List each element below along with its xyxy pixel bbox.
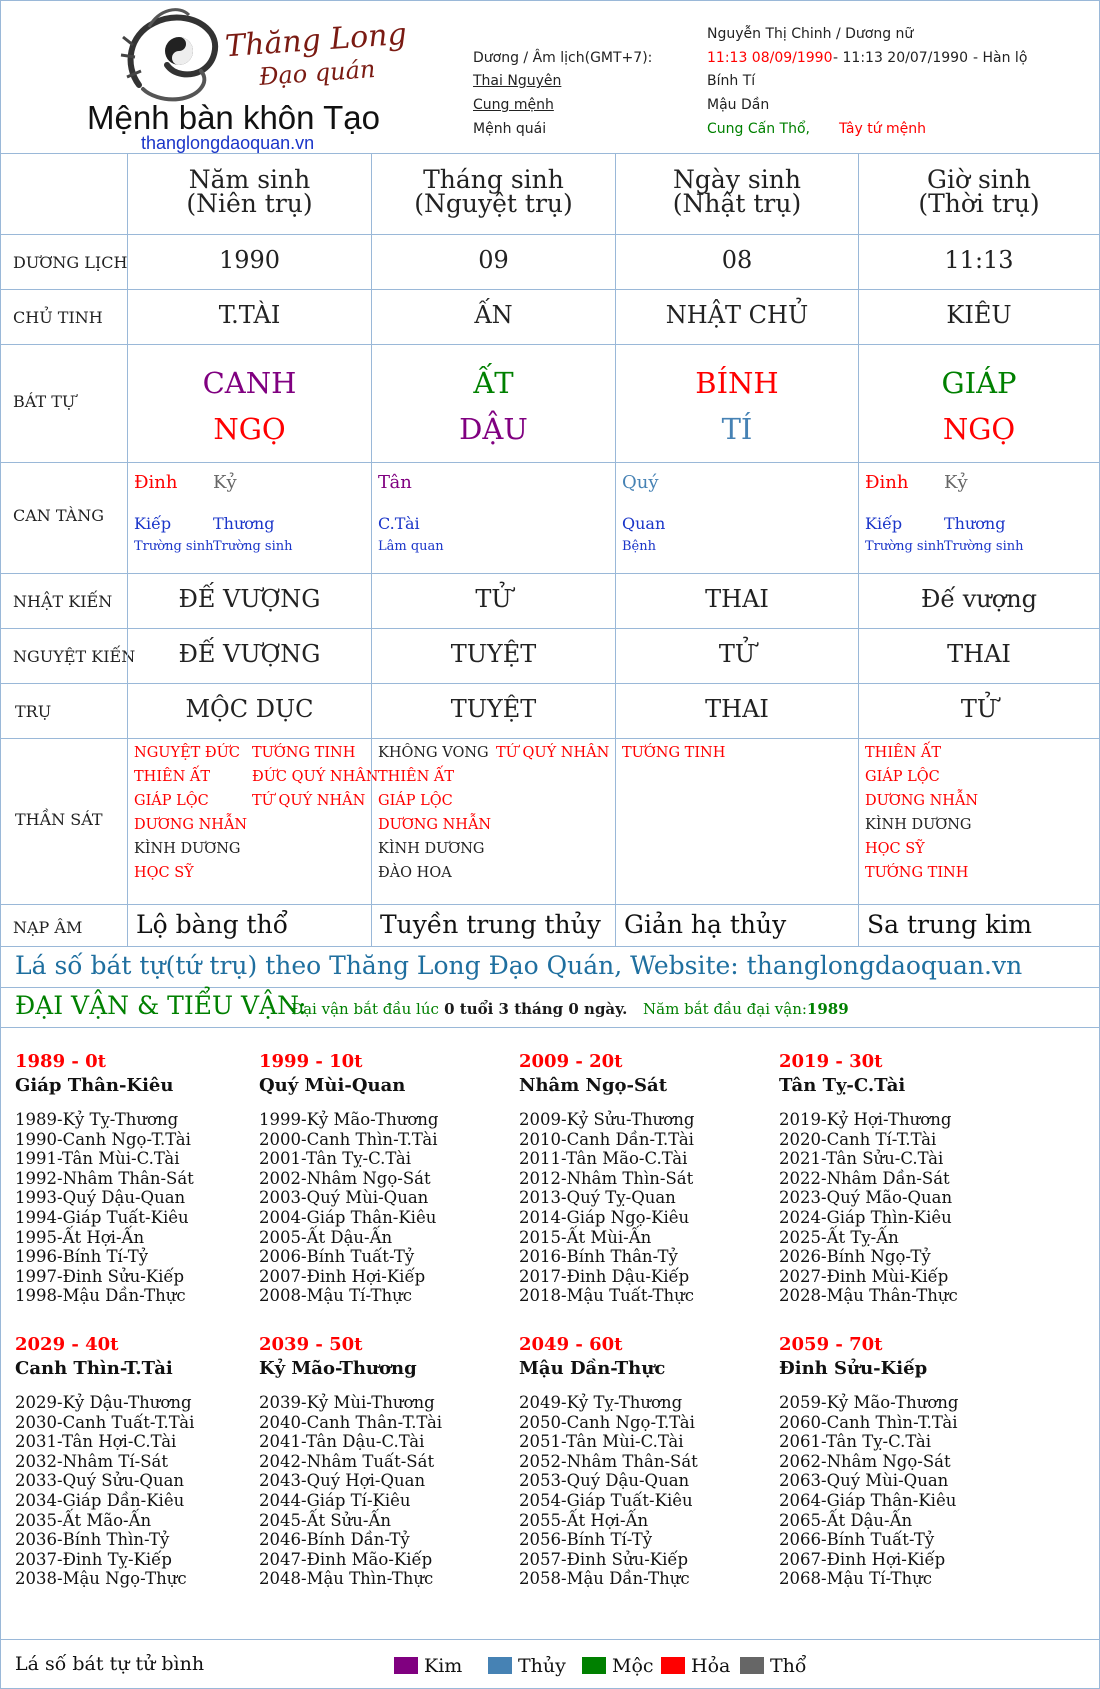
- col-header-day: [615, 154, 858, 234]
- year-item: 2047-Đinh Mão-Kiếp: [259, 1549, 433, 1569]
- year-item: 2042-Nhâm Tuất-Sát: [259, 1451, 435, 1471]
- bat-tu-month: [371, 344, 615, 462]
- star-label: KÌNH DƯƠNG: [378, 841, 485, 857]
- earthly-branch: TÍ: [721, 412, 753, 446]
- star-label: KHÔNG VONG: [378, 745, 489, 761]
- year-item: 2032-Nhâm Tí-Sát: [15, 1451, 168, 1471]
- cell-value: ĐẾ VƯỢNG: [127, 573, 371, 628]
- place-value: Bính Tí: [707, 73, 756, 89]
- year-item: 2037-Đinh Tỵ-Kiếp: [15, 1549, 172, 1569]
- period-pillar: Nhâm Ngọ-Sát: [519, 1075, 668, 1096]
- heavenly-stem: GIÁP: [941, 366, 1017, 400]
- year-item: 2018-Mậu Tuất-Thực: [519, 1286, 695, 1306]
- heavenly-stem: ẤT: [473, 366, 514, 400]
- ten-god: Kiếp: [134, 514, 172, 533]
- period-pillar: Kỷ Mão-Thương: [259, 1358, 417, 1379]
- year-item: 2056-Bính Tí-Tỷ: [519, 1530, 653, 1550]
- year-item: 2011-Tân Mão-C.Tài: [519, 1149, 688, 1169]
- legend-item-kim: [394, 1655, 462, 1677]
- life-phase: Trường sinh: [134, 539, 214, 554]
- ten-god: Quan: [622, 514, 666, 533]
- than-sat-year: [127, 738, 379, 904]
- legend-label: Mộc: [612, 1655, 654, 1677]
- year-item: 2029-Kỷ Dậu-Thương: [15, 1393, 192, 1412]
- year-item: 2053-Quý Dậu-Quan: [519, 1471, 690, 1491]
- year-item: 2004-Giáp Thân-Kiêu: [259, 1207, 437, 1227]
- can-tang-hour: [858, 462, 1099, 573]
- year-item: 2061-Tân Tỵ-C.Tài: [779, 1432, 932, 1452]
- year-item: 1995-Ất Hợi-Ấn: [15, 1227, 145, 1247]
- year-item: 2019-Kỷ Hợi-Thương: [779, 1110, 952, 1129]
- hidden-stem: Quý: [622, 472, 659, 493]
- row-nguyet-kien: [1, 628, 1099, 684]
- than-sat-month: [371, 738, 615, 904]
- legend-item-tho: [740, 1655, 807, 1677]
- year-item: 2038-Mậu Ngọ-Thực: [15, 1569, 187, 1589]
- year-item: 2040-Canh Thân-T.Tài: [259, 1412, 443, 1432]
- cell-value: 09: [371, 234, 615, 289]
- star-label: DƯƠNG NHẪN: [378, 817, 492, 833]
- period-pillar: Đinh Sửu-Kiếp: [779, 1358, 928, 1379]
- page-title: Mệnh bàn khôn Tạo: [87, 99, 380, 136]
- cell-value: Đế vượng: [858, 573, 1099, 628]
- star-label: GIÁP LỘC: [865, 769, 940, 785]
- ten-god: C.Tài: [378, 514, 420, 533]
- star-label: GIÁP LỘC: [378, 793, 453, 809]
- year-item: 2051-Tân Mùi-C.Tài: [519, 1432, 684, 1452]
- legend-item-hoa: [661, 1655, 730, 1677]
- cell-value: TUYỆT: [371, 683, 615, 738]
- hidden-stem: Tân: [378, 472, 412, 493]
- row-than-sat: [1, 738, 1099, 905]
- dai-van-title: ĐẠI VẬN & TIỂU VẬN:: [15, 991, 307, 1020]
- legend: [1, 1639, 1099, 1689]
- cell-value: 11:13: [858, 234, 1099, 289]
- col-header-hour: [858, 154, 1099, 234]
- cell-value: THAI: [615, 573, 858, 628]
- can-tang-year: [127, 462, 371, 573]
- row-chu-tinh: [1, 289, 1099, 345]
- period-pillar: Quý Mùi-Quan: [259, 1075, 406, 1096]
- year-item: 2045-Ất Sửu-Ấn: [259, 1510, 392, 1530]
- color-swatch: [582, 1657, 606, 1674]
- year-item: 2016-Bính Thân-Tỷ: [519, 1247, 678, 1267]
- cell-value: TỬ: [371, 573, 615, 628]
- period-pillar: Tân Tỵ-C.Tài: [779, 1075, 906, 1096]
- cell-value: 1990: [127, 234, 371, 289]
- col-title: Giờ sinh: [927, 165, 1031, 194]
- hidden-stem: Đinh: [865, 472, 909, 493]
- hidden-stem: Kỷ: [944, 472, 968, 493]
- star-label: KÌNH DƯƠNG: [134, 841, 241, 857]
- col-title: Tháng sinh: [423, 165, 564, 194]
- year-item: 2044-Giáp Tí-Kiêu: [259, 1490, 411, 1510]
- row-can-tang: [1, 462, 1099, 574]
- year-item: 2005-Ất Dậu-Ấn: [259, 1227, 393, 1247]
- row-bat-tu: [1, 344, 1099, 463]
- period-pillar: Giáp Thân-Kiêu: [15, 1075, 174, 1096]
- year-item: 2002-Nhâm Ngọ-Sát: [259, 1168, 431, 1188]
- cung-menh-value: Mậu Dần: [707, 97, 770, 113]
- year-item: 2054-Giáp Tuất-Kiêu: [519, 1490, 693, 1510]
- row-label: CHỦ TINH: [13, 308, 103, 327]
- year-item: 2048-Mậu Thìn-Thực: [259, 1569, 434, 1589]
- website-link[interactable]: thanglongdaoquan.vn: [141, 133, 315, 153]
- cell-value: TỬ: [858, 683, 1099, 738]
- life-phase: Trường sinh: [944, 539, 1024, 554]
- year-item: 2063-Quý Mùi-Quan: [779, 1471, 949, 1491]
- year-item: 2068-Mậu Tí-Thực: [779, 1569, 932, 1589]
- dai-van-period: [519, 1051, 694, 1306]
- cell-value: MỘC DỤC: [127, 683, 371, 738]
- period-years: [779, 1393, 959, 1589]
- nap-am-value: Tuyền trung thủy: [380, 910, 601, 939]
- period-pillar: Mậu Dần-Thực: [519, 1358, 666, 1379]
- dragon-logo-icon: [119, 5, 229, 105]
- period-age: 2059 - 70t: [779, 1334, 883, 1355]
- year-item: 2006-Bính Tuất-Tỷ: [259, 1247, 415, 1267]
- col-header-year: [127, 154, 371, 234]
- year-item: 2050-Canh Ngọ-T.Tài: [519, 1412, 695, 1432]
- year-item: 2030-Canh Tuất-T.Tài: [15, 1412, 195, 1432]
- can-tang-day: [615, 462, 858, 573]
- col-subtitle: (Nguyệt trụ): [414, 189, 573, 218]
- row-label: TRỤ: [15, 702, 52, 721]
- nap-am-value: Sa trung kim: [867, 910, 1032, 939]
- dai-van-info-year-label: Năm bắt đầu đại vận:: [643, 1000, 807, 1018]
- year-item: 1989-Kỷ Tỵ-Thương: [15, 1110, 179, 1129]
- col-subtitle: (Niên trụ): [186, 189, 313, 218]
- row-nhat-kien: [1, 573, 1099, 629]
- col-title: Năm sinh: [188, 165, 311, 194]
- year-item: 1997-Đinh Sửu-Kiếp: [15, 1266, 185, 1286]
- legend-item-thuy: [488, 1655, 566, 1677]
- period-age: 2049 - 60t: [519, 1334, 623, 1355]
- year-item: 2041-Tân Dậu-C.Tài: [259, 1432, 425, 1452]
- legend-title: Lá số bát tự tử bình: [15, 1653, 205, 1675]
- earthly-branch: NGỌ: [213, 412, 286, 446]
- life-phase: Bệnh: [622, 539, 656, 554]
- star-label: DƯƠNG NHẪN: [134, 817, 248, 833]
- dai-van-period: [259, 1334, 442, 1589]
- col-title: Ngày sinh: [673, 165, 801, 194]
- year-item: 1990-Canh Ngọ-T.Tài: [15, 1129, 191, 1149]
- year-item: 2060-Canh Thìn-T.Tài: [779, 1412, 958, 1432]
- col-subtitle: (Thời trụ): [918, 189, 1040, 218]
- star-label: GIÁP LỘC: [134, 793, 209, 809]
- color-swatch: [740, 1657, 764, 1674]
- color-swatch: [661, 1657, 685, 1674]
- color-swatch: [394, 1657, 418, 1674]
- period-years: [259, 1110, 439, 1306]
- col-header-month: [371, 154, 615, 234]
- year-item: 1999-Kỷ Mão-Thương: [259, 1110, 439, 1129]
- star-label: TƯỚNG TINH: [252, 745, 356, 761]
- column-header-row: [1, 154, 1099, 235]
- dai-van-info-prefix: Đại vận bắt đầu lúc: [291, 1000, 439, 1018]
- dai-van-header: [1, 987, 1099, 1028]
- legend-label: Thủy: [518, 1655, 566, 1677]
- ten-god: Kiếp: [865, 514, 903, 533]
- ten-god: Thương: [213, 514, 275, 533]
- year-item: 2008-Mậu Tí-Thực: [259, 1286, 412, 1306]
- nap-am-day: [615, 904, 858, 946]
- row-nap-am: [1, 904, 1099, 947]
- year-item: 2012-Nhâm Thìn-Sát: [519, 1168, 694, 1188]
- star-label: ĐỨC QUÝ NHÂN: [252, 769, 379, 785]
- calendar-label: Dương / Âm lịch(GMT+7):: [473, 50, 653, 66]
- star-label: KÌNH DƯƠNG: [865, 817, 972, 833]
- year-item: 2057-Đinh Sửu-Kiếp: [519, 1549, 689, 1569]
- hanlo-term: - Hàn lộ: [973, 50, 1028, 66]
- star-label: THIÊN ẤT: [865, 745, 942, 761]
- dai-van-period: [519, 1334, 698, 1589]
- year-item: 2033-Quý Sửu-Quan: [15, 1471, 185, 1491]
- year-item: 2062-Nhâm Ngọ-Sát: [779, 1451, 951, 1471]
- cung-menh-label: Cung mệnh: [473, 97, 554, 113]
- period-years: [259, 1393, 442, 1589]
- year-item: 2023-Quý Mão-Quan: [779, 1188, 953, 1208]
- nap-am-month: [371, 904, 615, 946]
- year-item: 2027-Đinh Mùi-Kiếp: [779, 1266, 949, 1286]
- lunar-date: - 11:13 20/07/1990: [833, 50, 968, 66]
- row-label: NGUYỆT KIẾN: [13, 647, 136, 666]
- star-label: DƯƠNG NHẪN: [865, 793, 979, 809]
- period-age: 2029 - 40t: [15, 1334, 119, 1355]
- year-item: 2022-Nhâm Dần-Sát: [779, 1168, 950, 1188]
- earthly-branch: DẬU: [459, 412, 528, 446]
- dai-van-period: [15, 1334, 194, 1589]
- dai-van-info-age: 0 tuổi 3 tháng 0 ngày.: [444, 1000, 628, 1018]
- year-item: 2017-Đinh Dậu-Kiếp: [519, 1266, 690, 1286]
- year-item: 2067-Đinh Hợi-Kiếp: [779, 1549, 946, 1569]
- year-item: 1994-Giáp Tuất-Kiêu: [15, 1207, 189, 1227]
- year-item: 2007-Đinh Hợi-Kiếp: [259, 1266, 426, 1286]
- year-item: 2001-Tân Tỵ-C.Tài: [259, 1149, 412, 1169]
- period-age: 2009 - 20t: [519, 1051, 623, 1072]
- period-years: [519, 1110, 694, 1306]
- legend-label: Thổ: [770, 1655, 807, 1677]
- year-item: 1993-Quý Dậu-Quan: [15, 1188, 186, 1208]
- year-item: 2034-Giáp Dần-Kiêu: [15, 1490, 185, 1510]
- life-phase: Trường sinh: [865, 539, 945, 554]
- star-label: ĐÀO HOA: [378, 865, 452, 881]
- nap-am-value: Giản hạ thủy: [624, 910, 787, 939]
- row-label: CAN TÀNG: [13, 506, 105, 525]
- year-item: 2046-Bính Dần-Tỷ: [259, 1530, 410, 1550]
- year-item: 2035-Ất Mão-Ấn: [15, 1510, 152, 1530]
- period-age: 2019 - 30t: [779, 1051, 883, 1072]
- hidden-stem: Kỷ: [213, 472, 237, 493]
- can-tang-month: [371, 462, 615, 573]
- dai-van-period: [259, 1051, 439, 1306]
- row-label: NHẬT KIẾN: [13, 592, 113, 611]
- row-duong-lich: [1, 234, 1099, 290]
- star-label: HỌC SỸ: [865, 841, 925, 857]
- year-item: 2026-Bính Ngọ-Tỷ: [779, 1247, 931, 1267]
- year-item: 2031-Tân Hợi-C.Tài: [15, 1432, 177, 1452]
- period-years: [519, 1393, 698, 1589]
- logo-subtext: Đạo quán: [258, 54, 377, 92]
- heavenly-stem: CANH: [202, 366, 297, 400]
- bat-tu-hour: [858, 344, 1099, 462]
- row-label: DƯƠNG LỊCH: [13, 253, 128, 272]
- period-age: 2039 - 50t: [259, 1334, 363, 1355]
- menh-quai-extra: Tây tứ mệnh: [839, 121, 927, 137]
- year-item: 2052-Nhâm Thân-Sát: [519, 1451, 698, 1471]
- pillar-grid: [1, 153, 1099, 939]
- nap-am-year: [127, 904, 371, 946]
- year-item: 2064-Giáp Thân-Kiêu: [779, 1490, 957, 1510]
- year-item: 2015-Ất Mùi-Ấn: [519, 1227, 652, 1247]
- year-item: 1991-Tân Mùi-C.Tài: [15, 1149, 180, 1169]
- year-item: 2049-Kỷ Tỵ-Thương: [519, 1393, 683, 1412]
- than-sat-hour: [858, 738, 1099, 904]
- year-item: 2055-Ất Hợi-Ấn: [519, 1510, 649, 1530]
- cell-value: ẤN: [371, 289, 615, 344]
- earthly-branch: NGỌ: [942, 412, 1016, 446]
- hidden-stem: Đinh: [134, 472, 178, 493]
- bat-tu-day: [615, 344, 858, 462]
- year-item: 2024-Giáp Thìn-Kiêu: [779, 1207, 952, 1227]
- year-item: 2043-Quý Hợi-Quan: [259, 1471, 426, 1491]
- year-item: 1992-Nhâm Thân-Sát: [15, 1168, 194, 1188]
- year-item: 2003-Quý Mùi-Quan: [259, 1188, 429, 1208]
- year-item: 2020-Canh Tí-T.Tài: [779, 1129, 937, 1149]
- logo-text: Thăng Long: [224, 16, 408, 65]
- legend-label: Kim: [424, 1655, 463, 1677]
- star-label: THIÊN ẤT: [134, 769, 211, 785]
- color-swatch: [488, 1657, 512, 1674]
- cell-value: TỬ: [615, 628, 858, 683]
- year-item: 2014-Giáp Ngọ-Kiêu: [519, 1207, 690, 1227]
- cell-value: THAI: [858, 628, 1099, 683]
- star-label: TỨ QUÝ NHÂN: [252, 793, 366, 809]
- dai-van-info: [291, 1000, 849, 1018]
- cell-value: NHẬT CHỦ: [615, 289, 858, 344]
- cell-value: T.TÀI: [127, 289, 371, 344]
- year-item: 2013-Quý Tỵ-Quan: [519, 1188, 676, 1208]
- star-label: TỨ QUÝ NHÂN: [496, 745, 610, 761]
- period-pillar: Canh Thìn-T.Tài: [15, 1358, 173, 1379]
- period-age: 1989 - 0t: [15, 1051, 106, 1072]
- row-tru: [1, 683, 1099, 739]
- cell-value: TUYỆT: [371, 628, 615, 683]
- year-item: 2028-Mậu Thân-Thực: [779, 1286, 958, 1306]
- site-banner-text: Lá số bát tự(tứ trụ) theo Thăng Long Đạo Quán, Website: thanglongdaoquan.vn: [15, 951, 1023, 980]
- place-label: Thai Nguyên: [473, 73, 562, 89]
- cell-value: ĐẾ VƯỢNG: [127, 628, 371, 683]
- dai-van-period: [779, 1334, 959, 1589]
- legend-item-moc: [582, 1655, 654, 1677]
- row-label: NẠP ÂM: [13, 918, 83, 937]
- year-item: 2039-Kỷ Mùi-Thương: [259, 1393, 435, 1412]
- header: [1, 1, 1099, 153]
- year-item: 2065-Ất Dậu-Ấn: [779, 1510, 913, 1530]
- year-item: 1998-Mậu Dần-Thực: [15, 1286, 186, 1306]
- dai-van-info-year: 1989: [806, 1000, 849, 1018]
- dai-van-period: [779, 1051, 958, 1306]
- year-item: 2010-Canh Dần-T.Tài: [519, 1129, 694, 1149]
- site-banner: [1, 945, 1099, 988]
- menh-quai-value: Cung Cấn Thổ,: [707, 121, 810, 137]
- year-item: 2066-Bính Tuất-Tỷ: [779, 1530, 935, 1550]
- person-name: Nguyễn Thị Chinh / Dương nữ: [707, 26, 914, 42]
- year-item: 2036-Bính Thìn-Tỷ: [15, 1530, 170, 1550]
- heavenly-stem: BÍNH: [695, 366, 779, 400]
- period-age: 1999 - 10t: [259, 1051, 363, 1072]
- year-item: 2025-Ất Tỵ-Ấn: [779, 1227, 899, 1247]
- than-sat-day: [615, 738, 858, 904]
- year-item: 2000-Canh Thìn-T.Tài: [259, 1129, 438, 1149]
- period-years: [779, 1110, 958, 1306]
- solar-date: 11:13 08/09/1990: [707, 50, 833, 66]
- legend-label: Hỏa: [691, 1655, 731, 1677]
- menh-quai-label: Mệnh quái: [473, 121, 547, 137]
- ten-god: Thương: [944, 514, 1006, 533]
- nap-am-value: Lộ bàng thổ: [136, 910, 289, 939]
- nap-am-hour: [858, 904, 1099, 946]
- year-item: 2059-Kỷ Mão-Thương: [779, 1393, 959, 1412]
- life-phase: Lâm quan: [378, 539, 444, 554]
- row-label: THẦN SÁT: [15, 810, 103, 829]
- cell-value: 08: [615, 234, 858, 289]
- year-item: 1996-Bính Tí-Tỷ: [15, 1247, 149, 1267]
- star-label: NGUYỆT ĐỨC: [134, 745, 240, 761]
- cell-value: THAI: [615, 683, 858, 738]
- year-item: 2009-Kỷ Sửu-Thương: [519, 1110, 695, 1129]
- life-phase: Trường sinh: [213, 539, 293, 554]
- cell-value: KIÊU: [858, 289, 1099, 344]
- bat-tu-year: [127, 344, 371, 462]
- row-label: BÁT TỰ: [13, 392, 76, 411]
- dai-van-period: [15, 1051, 194, 1306]
- star-label: HỌC SỸ: [134, 865, 194, 881]
- period-years: [15, 1393, 194, 1589]
- col-subtitle: (Nhật trụ): [672, 189, 802, 218]
- star-label: THIÊN ẤT: [378, 769, 455, 785]
- year-item: 2058-Mậu Dần-Thực: [519, 1569, 690, 1589]
- star-label: TƯỚNG TINH: [622, 745, 726, 761]
- star-label: TƯỚNG TINH: [865, 865, 969, 881]
- year-item: 2021-Tân Sửu-C.Tài: [779, 1149, 944, 1169]
- period-years: [15, 1110, 194, 1306]
